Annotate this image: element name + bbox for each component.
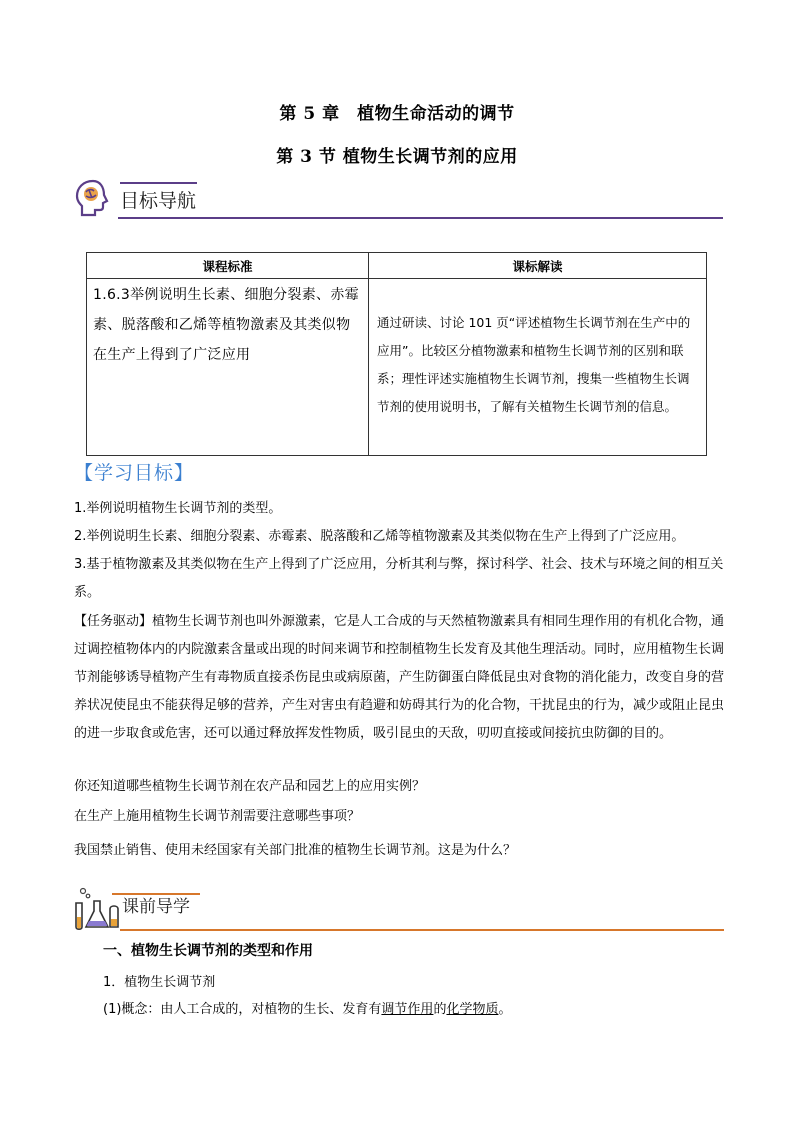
lab-flask-icon <box>72 885 124 931</box>
content-subheading: 1．植物生长调节剂 <box>103 975 216 990</box>
definition-term-2: 化学物质 <box>446 1002 499 1017</box>
standard-cell: 1.6.3举例说明生长素、细胞分裂素、赤霉素、脱落酸和乙烯等植物激素及其类似物在生产上得到了广泛应用 <box>87 279 369 456</box>
content-heading: 一、植物生长调节剂的类型和作用 <box>103 943 313 959</box>
table-row <box>87 279 707 456</box>
goal-item: 1.举例说明植物生长调节剂的类型。 <box>74 501 282 516</box>
chapter-title: 第 5 章 植物生命活动的调节 <box>279 104 515 124</box>
section-title: 第 3 节 植物生长调节剂的应用 <box>276 147 518 167</box>
definition-line <box>103 998 511 1017</box>
nav-section-accent <box>120 182 197 184</box>
definition-end: 。 <box>498 1002 512 1017</box>
learning-goals-heading: 【学习目标】 <box>74 462 195 484</box>
nav-section-header <box>73 176 723 220</box>
definition-prefix: (1)概念：由人工合成的，对植物的生长、发育有 <box>103 1002 382 1017</box>
preview-section-label: 课前导学 <box>122 897 190 917</box>
definition-term-1: 调节作用 <box>381 1002 434 1017</box>
goal-item: 2.举例说明生长素、细胞分裂素、赤霉素、脱落酸和乙烯等植物激素及其类似物在生产上得到了广泛应用。 <box>74 529 685 544</box>
interpretation-cell: 通过研读、讨论 101 页“评述植物生长调节剂在生产中的应用”。比较区分植物激素和植物生长调节剂的区别和联系；理性评述实施植物生长调节剂，搜集一些植物生长调节剂的使用说明书，了解有关植物生长调节剂的信息。 <box>369 279 707 456</box>
definition-mid: 的 <box>433 1002 447 1017</box>
task-question: 你还知道哪些植物生长调节剂在农产品和园艺上的应用实例？ <box>74 779 426 794</box>
table-header-interpretation: 课标解读 <box>369 253 707 279</box>
task-driver-paragraph: 【任务驱动】植物生长调节剂也叫外源激素，它是人工合成的与天然植物激素具有相同生理作用的有机化合物，通过调控植物体内的内院激素含量或出现的时间来调节和控制植物生长发育及其他生理活动。同时，应用植物生长调节剂能够诱导植物产生有毒物质直接杀伤昆虫或病原菌，产生防御蛋白降低昆虫对食物的消化能力，改变自身的营养状况使昆虫不能获得足够的营养，产生对害虫有趋避和妨碍其行为的化合物，干扰昆虫的行为，减少或阻止昆虫的进一步取食或危害，还可以通过释放挥发性物质，吸引昆虫的天敌，叨叨直接或间接抗虫防御的目的。 <box>74 614 725 741</box>
preview-section-header <box>72 885 724 935</box>
nav-section-rule <box>118 217 723 219</box>
table-header-row <box>87 253 707 279</box>
standards-table <box>86 252 707 456</box>
goal-item: 3.基于植物激素及其类似物在生产上得到了广泛应用，分析其利与弊，探讨科学、社会、技术与环境之间的相互关系。 <box>74 557 724 600</box>
nav-section-label: 目标导航 <box>120 190 197 212</box>
task-question: 在生产上施用植物生长调节剂需要注意哪些事项？ <box>74 809 361 824</box>
table-header-standard: 课程标准 <box>87 253 369 279</box>
preview-section-rule <box>120 929 724 931</box>
brain-head-icon <box>73 178 113 218</box>
task-question: 我国禁止销售、使用未经国家有关部门批准的植物生长调节剂。这是为什么？ <box>74 843 517 858</box>
